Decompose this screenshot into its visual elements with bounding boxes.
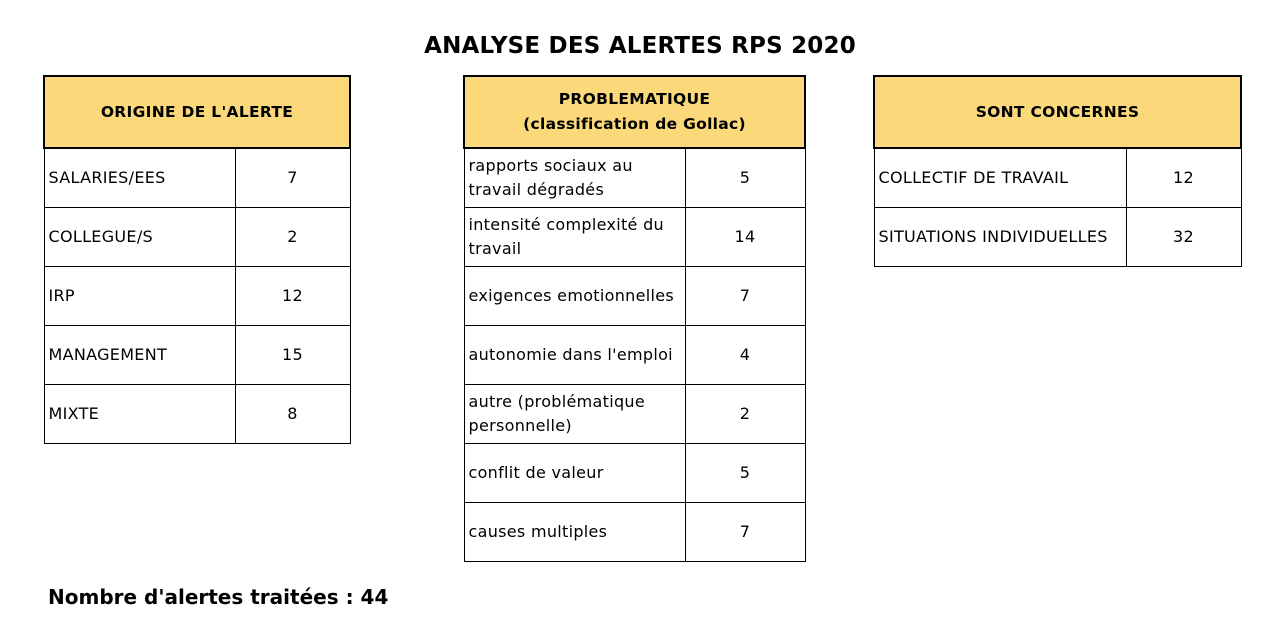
row-value: 5 — [685, 444, 805, 503]
row-value: 7 — [235, 148, 350, 208]
row-value: 8 — [235, 385, 350, 444]
row-value: 15 — [235, 326, 350, 385]
row-label: IRP — [44, 267, 235, 326]
problematique-header-line1: PROBLEMATIQUE — [558, 90, 711, 108]
problematique-table — [463, 75, 806, 562]
row-value: 12 — [235, 267, 350, 326]
row-label: conflit de valeur — [464, 444, 685, 503]
table-row — [464, 444, 805, 503]
row-value: 12 — [1126, 148, 1241, 208]
table-row — [464, 385, 805, 444]
table-row — [44, 208, 350, 267]
row-value: 2 — [685, 385, 805, 444]
row-label: intensité complexité du travail — [464, 208, 685, 267]
row-label: MANAGEMENT — [44, 326, 235, 385]
page-title: ANALYSE DES ALERTES RPS 2020 — [424, 33, 856, 59]
table-row — [464, 267, 805, 326]
row-label: COLLECTIF DE TRAVAIL — [874, 148, 1126, 208]
row-label: autre (problématique personnelle) — [464, 385, 685, 444]
table-row — [464, 503, 805, 562]
table-row — [464, 208, 805, 267]
total-alerts-label: Nombre d'alertes traitées : 44 — [48, 585, 389, 609]
row-label: autonomie dans l'emploi — [464, 326, 685, 385]
problematique-header-line2: (classification de Gollac) — [523, 115, 746, 133]
table-row — [874, 148, 1241, 208]
row-value: 32 — [1126, 208, 1241, 267]
problematique-header — [464, 76, 805, 148]
row-value: 14 — [685, 208, 805, 267]
row-value: 4 — [685, 326, 805, 385]
row-value: 7 — [685, 503, 805, 562]
row-value: 5 — [685, 148, 805, 208]
row-value: 7 — [685, 267, 805, 326]
table-row — [44, 267, 350, 326]
origine-header: ORIGINE DE L'ALERTE — [44, 76, 350, 148]
row-label: exigences emotionnelles — [464, 267, 685, 326]
row-value: 2 — [235, 208, 350, 267]
table-row — [874, 208, 1241, 267]
origine-table — [43, 75, 351, 444]
concernes-table — [873, 75, 1242, 267]
row-label: COLLEGUE/S — [44, 208, 235, 267]
table-row — [44, 326, 350, 385]
row-label: SALARIES/EES — [44, 148, 235, 208]
concernes-header: SONT CONCERNES — [874, 76, 1241, 148]
row-label: causes multiples — [464, 503, 685, 562]
table-row — [44, 385, 350, 444]
table-row — [44, 148, 350, 208]
row-label: MIXTE — [44, 385, 235, 444]
table-row — [464, 326, 805, 385]
row-label: rapports sociaux au travail dégradés — [464, 148, 685, 208]
row-label: SITUATIONS INDIVIDUELLES — [874, 208, 1126, 267]
table-row — [464, 148, 805, 208]
